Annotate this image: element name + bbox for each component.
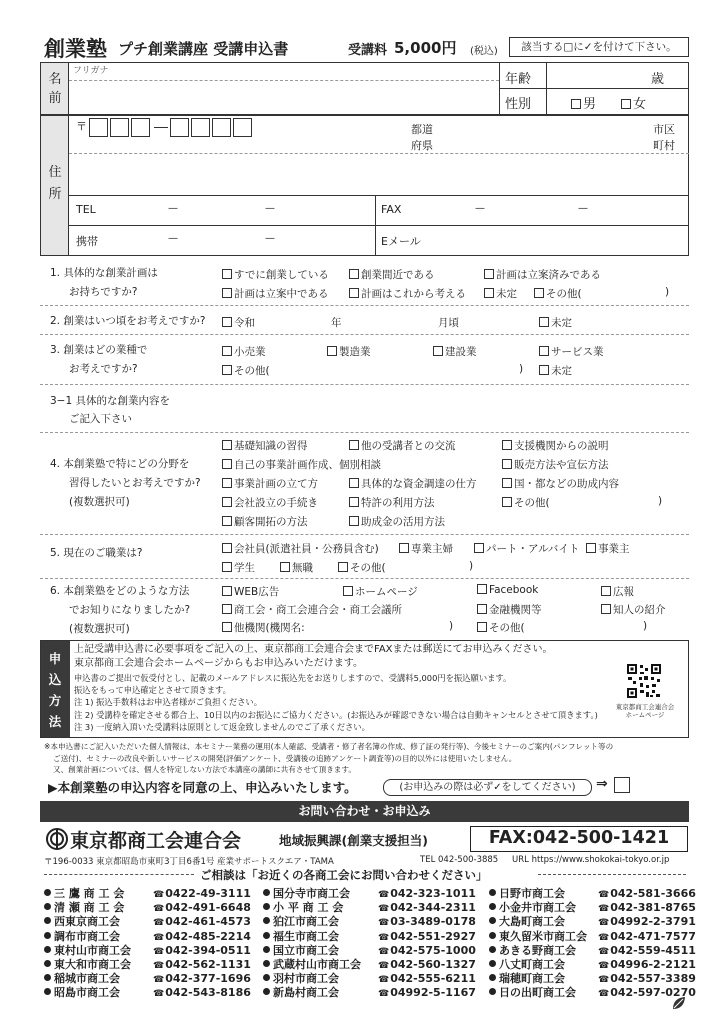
contact-name: 大島町商工会 xyxy=(499,915,565,929)
q6-option-8[interactable]: 他機関(機関名: xyxy=(222,620,305,635)
postal-mark: 〒 xyxy=(76,120,87,133)
contact-tel: 042-461-4573 xyxy=(165,915,251,929)
bullet-icon xyxy=(489,932,496,939)
city-label-a: 市区 xyxy=(653,123,675,136)
phone-icon: ☎ xyxy=(378,932,390,943)
agree-checkbox[interactable] xyxy=(614,777,630,793)
contact-name: 日の出町商工会 xyxy=(499,986,576,1000)
phone-icon: ☎ xyxy=(153,890,165,900)
phone-icon: ☎ xyxy=(598,890,610,900)
contact-name: 瑞穂町商工会 xyxy=(499,972,565,986)
contact-name: 国分寺市商工会 xyxy=(273,887,350,900)
contact-name: 清 瀬 商 工 会 xyxy=(54,901,125,915)
contact-name: 東村山市商工会 xyxy=(54,943,131,957)
contact-tel: 042-555-6211 xyxy=(390,972,476,986)
q4-option-5[interactable]: 販売方法や宣伝方法 xyxy=(502,457,609,472)
phone-icon: ☎ xyxy=(153,975,165,986)
contact-name: 狛江市商工会 xyxy=(273,915,339,929)
q6-option-5[interactable]: 商工会・商工会連合会・商工会議所 xyxy=(222,602,402,617)
contact-row xyxy=(44,984,251,1000)
contact-tel: 042-394-0511 xyxy=(165,943,251,957)
phone-icon: ☎ xyxy=(598,932,610,943)
q6-option-2[interactable]: ホームページ xyxy=(343,584,418,599)
contact-tel: 042-581-3666 xyxy=(610,887,696,900)
phone-icon: ☎ xyxy=(598,904,610,915)
q1-option-6[interactable]: 未定 xyxy=(484,286,517,301)
org-name: 東京都商工会連合会 xyxy=(70,830,242,852)
contact-tel: 042-471-7577 xyxy=(610,929,696,943)
shokokai-logo-icon xyxy=(46,828,68,850)
contact-tel: 04992-5-1167 xyxy=(390,986,476,1000)
contact-tel: 042-344-2311 xyxy=(390,901,476,915)
q3-option-1[interactable]: 小売業 xyxy=(222,344,266,359)
contact-tel: 0422-49-3111 xyxy=(165,887,251,900)
phone-icon: ☎ xyxy=(378,918,390,929)
q5-option-7[interactable]: その他( xyxy=(338,560,386,575)
contact-name: 武蔵村山市商工会 xyxy=(273,958,361,971)
q4-option-11[interactable]: その他( xyxy=(502,495,550,510)
city-label-b: 町村 xyxy=(653,139,675,152)
contact-tel: 042-491-6648 xyxy=(165,901,251,915)
contact-name: 日野市商工会 xyxy=(499,887,565,900)
q3-option-3[interactable]: 建設業 xyxy=(433,344,477,359)
contact-row xyxy=(263,984,476,1000)
consult-heading: ご相談は「お近くの各商工会にお問い合わせください」 xyxy=(200,868,488,882)
contact-name: 西東京商工会 xyxy=(54,915,120,929)
fax-label: FAX xyxy=(381,203,402,216)
bullet-icon xyxy=(489,988,496,995)
contact-tel: 042-381-8765 xyxy=(610,901,696,915)
title-main: 創業塾 xyxy=(44,37,107,61)
q6-option-1[interactable]: WEB広告 xyxy=(222,584,279,599)
bullet-icon xyxy=(263,903,270,910)
phone-icon: ☎ xyxy=(378,989,390,1000)
title-sub: プチ創業講座 受講申込書 xyxy=(118,40,289,58)
method-text: 上記受講申込書に必要事項をご記入の上、東京都商工会連合会までFAXまたは郵送にてお申込みください。 東京都商工会連合会ホームページからもお申込みいただけます。 xyxy=(74,644,553,669)
phone-icon: ☎ xyxy=(153,932,165,943)
q4-option-10[interactable]: 特許の利用方法 xyxy=(349,495,435,510)
q5-text: 5. 現在のご職業は? xyxy=(50,547,143,559)
q5-option-6[interactable]: 無職 xyxy=(280,560,313,575)
q4-option-13[interactable]: 助成金の活用方法 xyxy=(349,514,445,529)
q1-option-2[interactable]: 創業間近である xyxy=(349,267,435,282)
contact-tel: 042-323-1011 xyxy=(390,887,476,900)
phone-icon: ☎ xyxy=(598,975,610,986)
contact-tel: 042-485-2214 xyxy=(165,929,251,943)
contact-name: 稲城市商工会 xyxy=(54,972,120,986)
phone-icon: ☎ xyxy=(378,961,390,971)
q6-option-7[interactable]: 知人の紹介 xyxy=(601,602,666,617)
contact-tel: 04992-2-3791 xyxy=(610,915,696,929)
q1-text: 1. 具体的な創業計画は xyxy=(50,267,158,279)
q5-option-1[interactable]: 会社員(派遣社員・公務員含む) xyxy=(222,541,379,556)
phone-icon: ☎ xyxy=(153,904,165,915)
address-label: 住所 xyxy=(48,165,62,202)
q6-option-3[interactable]: Facebook xyxy=(477,584,538,596)
q2-text: 2. 創業はいつ頃をお考えですか? xyxy=(50,315,206,327)
furigana-label: フリガナ xyxy=(73,66,109,76)
contact-tel: 042-575-1000 xyxy=(390,943,476,957)
bullet-icon xyxy=(489,903,496,910)
bullet-icon xyxy=(489,946,496,953)
bullet-icon xyxy=(263,932,270,939)
q5-option-3[interactable]: パート・アルバイト xyxy=(474,541,579,556)
q6-option-9[interactable]: その他( xyxy=(477,620,525,635)
privacy-notice: ※本申込書にご記入いただいた個人情報は、本セミナー業務の運用(本人確認、受講者・修了者名簿の作成、修了証の発行等)、今後セミナーのご案内(パンフレット等の ご送付)、セミナーの改良や新しいサービスの開発(評価アンケート、受講後の追跡アンケート調査等)の目的以外には使用いたしません。 又、創業計画については、個人を特定しない方法で本講座の講師に共有させて頂きます。 xyxy=(44,742,614,774)
contact-tel: 042-597-0270 xyxy=(610,986,696,1000)
contact-name: 新島村商工会 xyxy=(273,986,339,1000)
agree-note: (お申込みの際は必ず✓をしてください) xyxy=(383,779,592,796)
q3-text: 3. 創業はどの業種で xyxy=(50,344,148,356)
phone-icon: ☎ xyxy=(378,946,390,957)
phone-icon: ☎ xyxy=(598,918,610,929)
bullet-icon xyxy=(44,974,51,981)
bullet-icon xyxy=(44,946,51,953)
bullet-icon xyxy=(489,889,496,896)
contact-name: 小金井市商工会 xyxy=(499,901,576,915)
q1-option-4[interactable]: 計画は立案中である xyxy=(222,286,329,301)
q4-option-4[interactable]: 自己の事業計画作成、個別相談 xyxy=(222,457,381,472)
q31-text: 3−1 具体的な創業内容を xyxy=(50,395,171,407)
female-option[interactable]: 女 xyxy=(621,93,646,112)
bullet-icon xyxy=(263,946,270,953)
contact-tel: 042-377-1696 xyxy=(165,972,251,986)
prefecture-label-b: 府県 xyxy=(411,139,433,152)
checkbox[interactable] xyxy=(571,99,581,109)
bullet-icon xyxy=(44,960,51,967)
contact-tel: 042-557-3389 xyxy=(610,972,696,986)
q5-option-4[interactable]: 事業主 xyxy=(586,541,630,556)
contact-name: 三 鷹 商 工 会 xyxy=(54,887,125,900)
contact-name: 福生市商工会 xyxy=(273,929,339,943)
q2-option-1[interactable]: 令和 xyxy=(222,315,255,330)
q4-option-6[interactable]: 事業計画の立て方 xyxy=(222,476,318,491)
mobile-label: 携帯 xyxy=(76,235,98,248)
q3-option-6[interactable]: 未定 xyxy=(539,363,572,378)
q1-option-3[interactable]: 計画は立案済みである xyxy=(484,267,601,282)
bullet-icon xyxy=(44,988,51,995)
arrow-icon: ⇒ xyxy=(596,776,608,792)
q6-option-6[interactable]: 金融機関等 xyxy=(477,602,542,617)
postal-code-boxes[interactable] xyxy=(89,117,254,137)
contact-name: 東大和市商工会 xyxy=(54,958,131,971)
age-unit: 歳 xyxy=(651,72,665,87)
gender-label: 性別 xyxy=(505,97,532,112)
contact-tel: 042-559-4511 xyxy=(610,943,696,957)
q5-option-5[interactable]: 学生 xyxy=(222,560,255,575)
bullet-icon xyxy=(489,974,496,981)
contact-tel: 042-543-8186 xyxy=(165,986,251,1000)
q4-option-3[interactable]: 支援機関からの説明 xyxy=(502,438,609,453)
checkbox[interactable] xyxy=(621,99,631,109)
contact-tel: 04996-2-2121 xyxy=(610,958,696,971)
agree-text: ▶本創業塾の申込内容を同意の上、申込みいたします。 xyxy=(48,780,357,795)
q5-option-2[interactable]: 専業主婦 xyxy=(399,541,453,556)
method-notes: 申込書のご提出で仮受付とし、記載のメールアドレスに振込先をお送りしますので、受講料5,000円を振込願います。 振込をもって申込確定とさせて頂きます。 注 1) 振込手数料はお申込者様がご負担ください。 注 2) 受講枠を確定させる都合上、10日以内のお振込にご協力ください。(お振込みが確認できない場合は自動キャンセルとさせて頂きます。) 注 3) 一度納入頂いた受講料は原則として返金致しませんのでご了承ください。 xyxy=(74,673,598,732)
bullet-icon xyxy=(263,974,270,981)
contact-name: 東久留米市商工会 xyxy=(499,929,587,943)
phone-icon: ☎ xyxy=(378,975,390,986)
fax-number: FAX:042-500-1421 xyxy=(470,826,688,852)
phone-icon: ☎ xyxy=(153,946,165,957)
bullet-icon xyxy=(263,889,270,896)
phone-icon: ☎ xyxy=(598,946,610,957)
bullet-icon xyxy=(44,903,51,910)
age-label: 年齢 xyxy=(505,72,532,87)
q1-option-5[interactable]: 計画はこれから考える xyxy=(349,286,466,301)
q4-option-1[interactable]: 基礎知識の習得 xyxy=(222,438,308,453)
q6-text: 6. 本創業塾をどのような方法 xyxy=(50,585,190,597)
contact-row xyxy=(489,984,696,1000)
q6-option-4[interactable]: 広報 xyxy=(601,584,634,599)
contact-name: 国立市商工会 xyxy=(273,943,339,957)
contact-tel: 042-560-1327 xyxy=(390,958,476,971)
fee-tax: (税込) xyxy=(470,46,498,57)
bullet-icon xyxy=(263,960,270,967)
q1-option-7[interactable]: その他( xyxy=(534,286,582,301)
bullet-icon xyxy=(489,960,496,967)
q1-option-1[interactable]: すでに創業している xyxy=(222,267,329,282)
phone-icon: ☎ xyxy=(153,961,165,971)
qr-code-icon[interactable] xyxy=(626,663,662,699)
qr-caption: 東京都商工会連合会 ホームページ xyxy=(615,703,675,719)
phone-icon: ☎ xyxy=(598,989,610,1000)
bullet-icon xyxy=(263,917,270,924)
applicant-table xyxy=(40,62,689,256)
instruction-note: 該当する□に✓を付けて下さい。 xyxy=(509,37,689,57)
q3-option-5[interactable]: その他( xyxy=(222,363,270,378)
contact-tel: 03-3489-0178 xyxy=(390,915,476,929)
bullet-icon xyxy=(44,889,51,896)
contact-tel: 042-551-2927 xyxy=(390,929,476,943)
contact-name: 八丈町商工会 xyxy=(499,958,565,971)
phone-icon: ☎ xyxy=(378,890,390,900)
contact-name: 調布市商工会 xyxy=(54,929,120,943)
q2-option-2[interactable]: 未定 xyxy=(539,315,572,330)
q4-option-12[interactable]: 顧客開拓の方法 xyxy=(222,514,308,529)
prefecture-label-a: 都道 xyxy=(411,123,433,136)
email-label: Eメール xyxy=(381,235,421,248)
url-line[interactable]: URL https://www.shokokai-tokyo.or.jp xyxy=(512,855,670,865)
contact-name: あきる野商工会 xyxy=(499,943,576,957)
q4-option-7[interactable]: 具体的な資金調達の仕方 xyxy=(349,476,477,491)
bullet-icon xyxy=(44,932,51,939)
address-line: 〒196-0033 東京都昭島市東町3丁目6番1号 産業サポートスクエア・TAMA xyxy=(44,857,334,867)
method-label: 申込方法 xyxy=(48,651,62,729)
contact-tel: 042-562-1131 xyxy=(165,958,251,971)
bullet-icon xyxy=(263,988,270,995)
q4-option-9[interactable]: 会社設立の手続き xyxy=(222,495,318,510)
fee-value: 5,000円 xyxy=(394,39,457,57)
q3-option-2[interactable]: 製造業 xyxy=(327,344,371,359)
bullet-icon xyxy=(44,917,51,924)
phone-icon: ☎ xyxy=(378,904,390,915)
contact-name: 昭島市商工会 xyxy=(54,986,120,1000)
phone-icon: ☎ xyxy=(598,961,610,971)
tel-label: TEL xyxy=(76,203,96,216)
q4-option-8[interactable]: 国・都などの助成内容 xyxy=(502,476,619,491)
male-option[interactable]: 男 xyxy=(571,93,596,112)
q4-text: 4. 本創業塾で特にどの分野を xyxy=(50,458,190,470)
phone-icon: ☎ xyxy=(153,918,165,929)
contact-name: 羽村市商工会 xyxy=(273,972,339,986)
phone-icon: ☎ xyxy=(153,989,165,1000)
vegetable-oil-ink-icon xyxy=(670,994,688,1012)
contact-bar: お問い合わせ・お申込み xyxy=(40,801,689,822)
contact-name: 小 平 商 工 会 xyxy=(273,901,344,915)
dept-name: 地域振興課(創業支援担当) xyxy=(279,833,428,848)
bullet-icon xyxy=(489,917,496,924)
q4-option-2[interactable]: 他の受講者との交流 xyxy=(349,438,456,453)
fee-label: 受講料 xyxy=(348,43,388,58)
name-label: 名前 xyxy=(48,72,62,106)
q3-option-4[interactable]: サービス業 xyxy=(539,344,604,359)
tel-line: TEL 042-500-3885 xyxy=(420,855,499,865)
